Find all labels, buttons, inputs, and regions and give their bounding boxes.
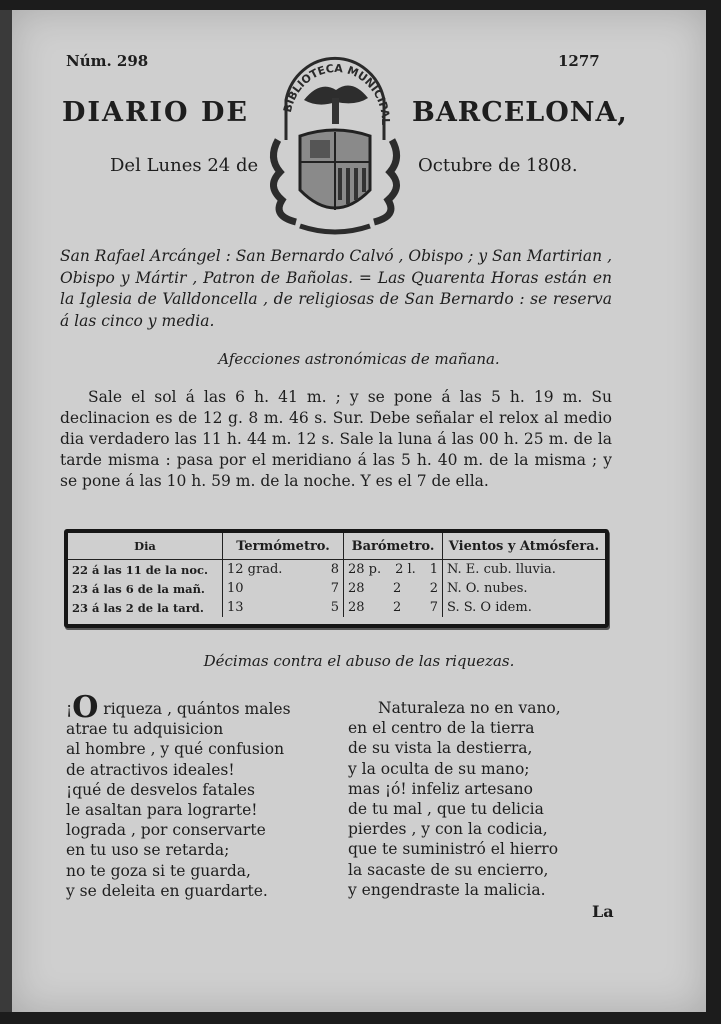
poem-line: no te goza si te guarda, (66, 861, 251, 880)
cell-baro-fraction: 7 (429, 600, 438, 615)
table-header-row (68, 533, 605, 560)
poem-left-stanza (66, 690, 291, 901)
cell-vientos: S. S. O idem. (443, 598, 606, 617)
poem-opening-mark: ¡ (66, 700, 73, 718)
masthead-right: BARCELONA, (412, 97, 628, 128)
poem-line: le asaltan para lograrte! (66, 801, 258, 820)
column-header-vientos: Vientos y Atmósfera. (443, 533, 606, 560)
poem-line: y la oculta de su mano; (348, 759, 530, 778)
cell-temp-fraction: 7 (330, 581, 339, 596)
astronomical-heading: Afecciones astronómicas de mañana. (218, 350, 500, 368)
column-header-dia: Dia (68, 533, 223, 560)
cell-temp-fraction: 8 (330, 562, 339, 577)
poem-line: que te suministró el hierro (348, 840, 559, 859)
cell-barometro (344, 598, 443, 617)
book-spine (0, 10, 12, 1012)
poem-line: y se deleita en guardarte. (66, 881, 268, 900)
poem-line: de su vista la destierra, (348, 739, 533, 758)
date-right: Octubre de 1808. (418, 155, 578, 176)
astronomical-paragraph (60, 387, 612, 492)
cell-temp-value: 13 (227, 600, 244, 615)
cell-vientos: N. O. nubes. (443, 579, 606, 598)
poem-line: pierdes , y con la codicia, (348, 820, 548, 839)
cell-temp-value: 12 grad. (227, 562, 283, 577)
cell-vientos: N. E. cub. lluvia. (443, 560, 606, 580)
saints-of-the-day: San Rafael Arcángel : San Bernardo Calvó , Obispo ; y San Martirian , Obispo y Mártir , Patron de Bañolas. = Las Quarenta Horas están en la Iglesia de Valldoncella , de religiosas de San Bernardo : se reserva á las cinco y media. (60, 247, 612, 330)
page-number: 1277 (558, 52, 600, 70)
column-header-barometro: Barómetro. (344, 533, 443, 560)
poem-line: atrae tu adquisicion (66, 720, 224, 739)
svg-text:BIBLIOTECA MUNICIPAL: BIBLIOTECA MUNICIPAL (280, 61, 393, 126)
poem-line: mas ¡ó! infeliz artesano (348, 779, 533, 798)
poem-line: de atractivos ideales! (66, 760, 235, 779)
library-seal-stamp (260, 40, 410, 236)
weather-table (64, 529, 609, 628)
newspaper-page (12, 10, 706, 1012)
date-left: Del Lunes 24 de (110, 155, 259, 176)
column-header-termometro: Termómetro. (223, 533, 344, 560)
cell-temp-value: 10 (227, 581, 244, 596)
catchword: La (592, 902, 614, 921)
cell-barometro (344, 560, 443, 580)
poem-line: ¡qué de desvelos fatales (66, 780, 255, 799)
poem-right-stanza (348, 698, 561, 900)
cell-baro-fraction: 1 (429, 562, 438, 577)
table-row (68, 560, 605, 580)
cell-termometro (223, 560, 344, 580)
cell-temp-fraction: 5 (330, 600, 339, 615)
cell-barometro (344, 579, 443, 598)
cell-termometro (223, 579, 344, 598)
cell-dia: 23 á las 6 de la mañ. (72, 581, 205, 596)
cell-dia: 22 á las 11 de la noc. (72, 562, 208, 577)
astronomical-text: Sale el sol á las 6 h. 41 m. ; y se pone á las 5 h. 19 m. Su declinacion es de 12 g. 8 m. 46 s. Sur. Debe señalar el relox al medio dia verdadero las 11 h. 44 m. 12 s. Sale la luna á las 00 h. 25 m. de la tarde misma : pasa por el meridiano á las 5 h. 40 m. de la misma ; y se pone á las 10 h. 59 m. de la noche. Y es el 7 de ella. (60, 388, 612, 490)
poem-line: la sacaste de su encierro, (348, 860, 549, 879)
poem-line: en tu uso se retarda; (66, 841, 230, 860)
poem-line: lograda , por conservarte (66, 821, 266, 840)
cell-termometro (223, 598, 344, 617)
cell-baro-pulgadas: 28 (348, 581, 365, 596)
cell-baro-pulgadas: 28 (348, 600, 365, 615)
poem-line: de tu mal , que tu delicia (348, 800, 544, 819)
cell-baro-pulgadas: 28 p. (348, 562, 382, 577)
cell-baro-lineas: 2 l. (395, 562, 416, 577)
poem-line: y engendraste la malicia. (348, 880, 546, 899)
poem-line (66, 690, 291, 725)
poem-line: Naturaleza no en vano, (378, 699, 561, 717)
poem-heading: Décimas contra el abuso de las riquezas. (203, 652, 515, 670)
poem-first-line-rest: riqueza , quántos males (98, 700, 291, 718)
masthead-left: DIARIO DE (62, 97, 249, 128)
poem-initial-letter: O (72, 690, 99, 725)
table-row (68, 579, 605, 598)
cell-baro-lineas: 2 (392, 581, 402, 596)
poem-line: al hombre , y qué confusion (66, 740, 285, 759)
issue-number: Núm. 298 (66, 52, 149, 70)
poem-line: en el centro de la tierra (348, 719, 535, 738)
cell-baro-fraction: 2 (429, 581, 438, 596)
cell-baro-lineas: 2 (392, 600, 402, 615)
cell-dia: 23 á las 2 de la tard. (72, 600, 204, 615)
table-row (68, 598, 605, 617)
